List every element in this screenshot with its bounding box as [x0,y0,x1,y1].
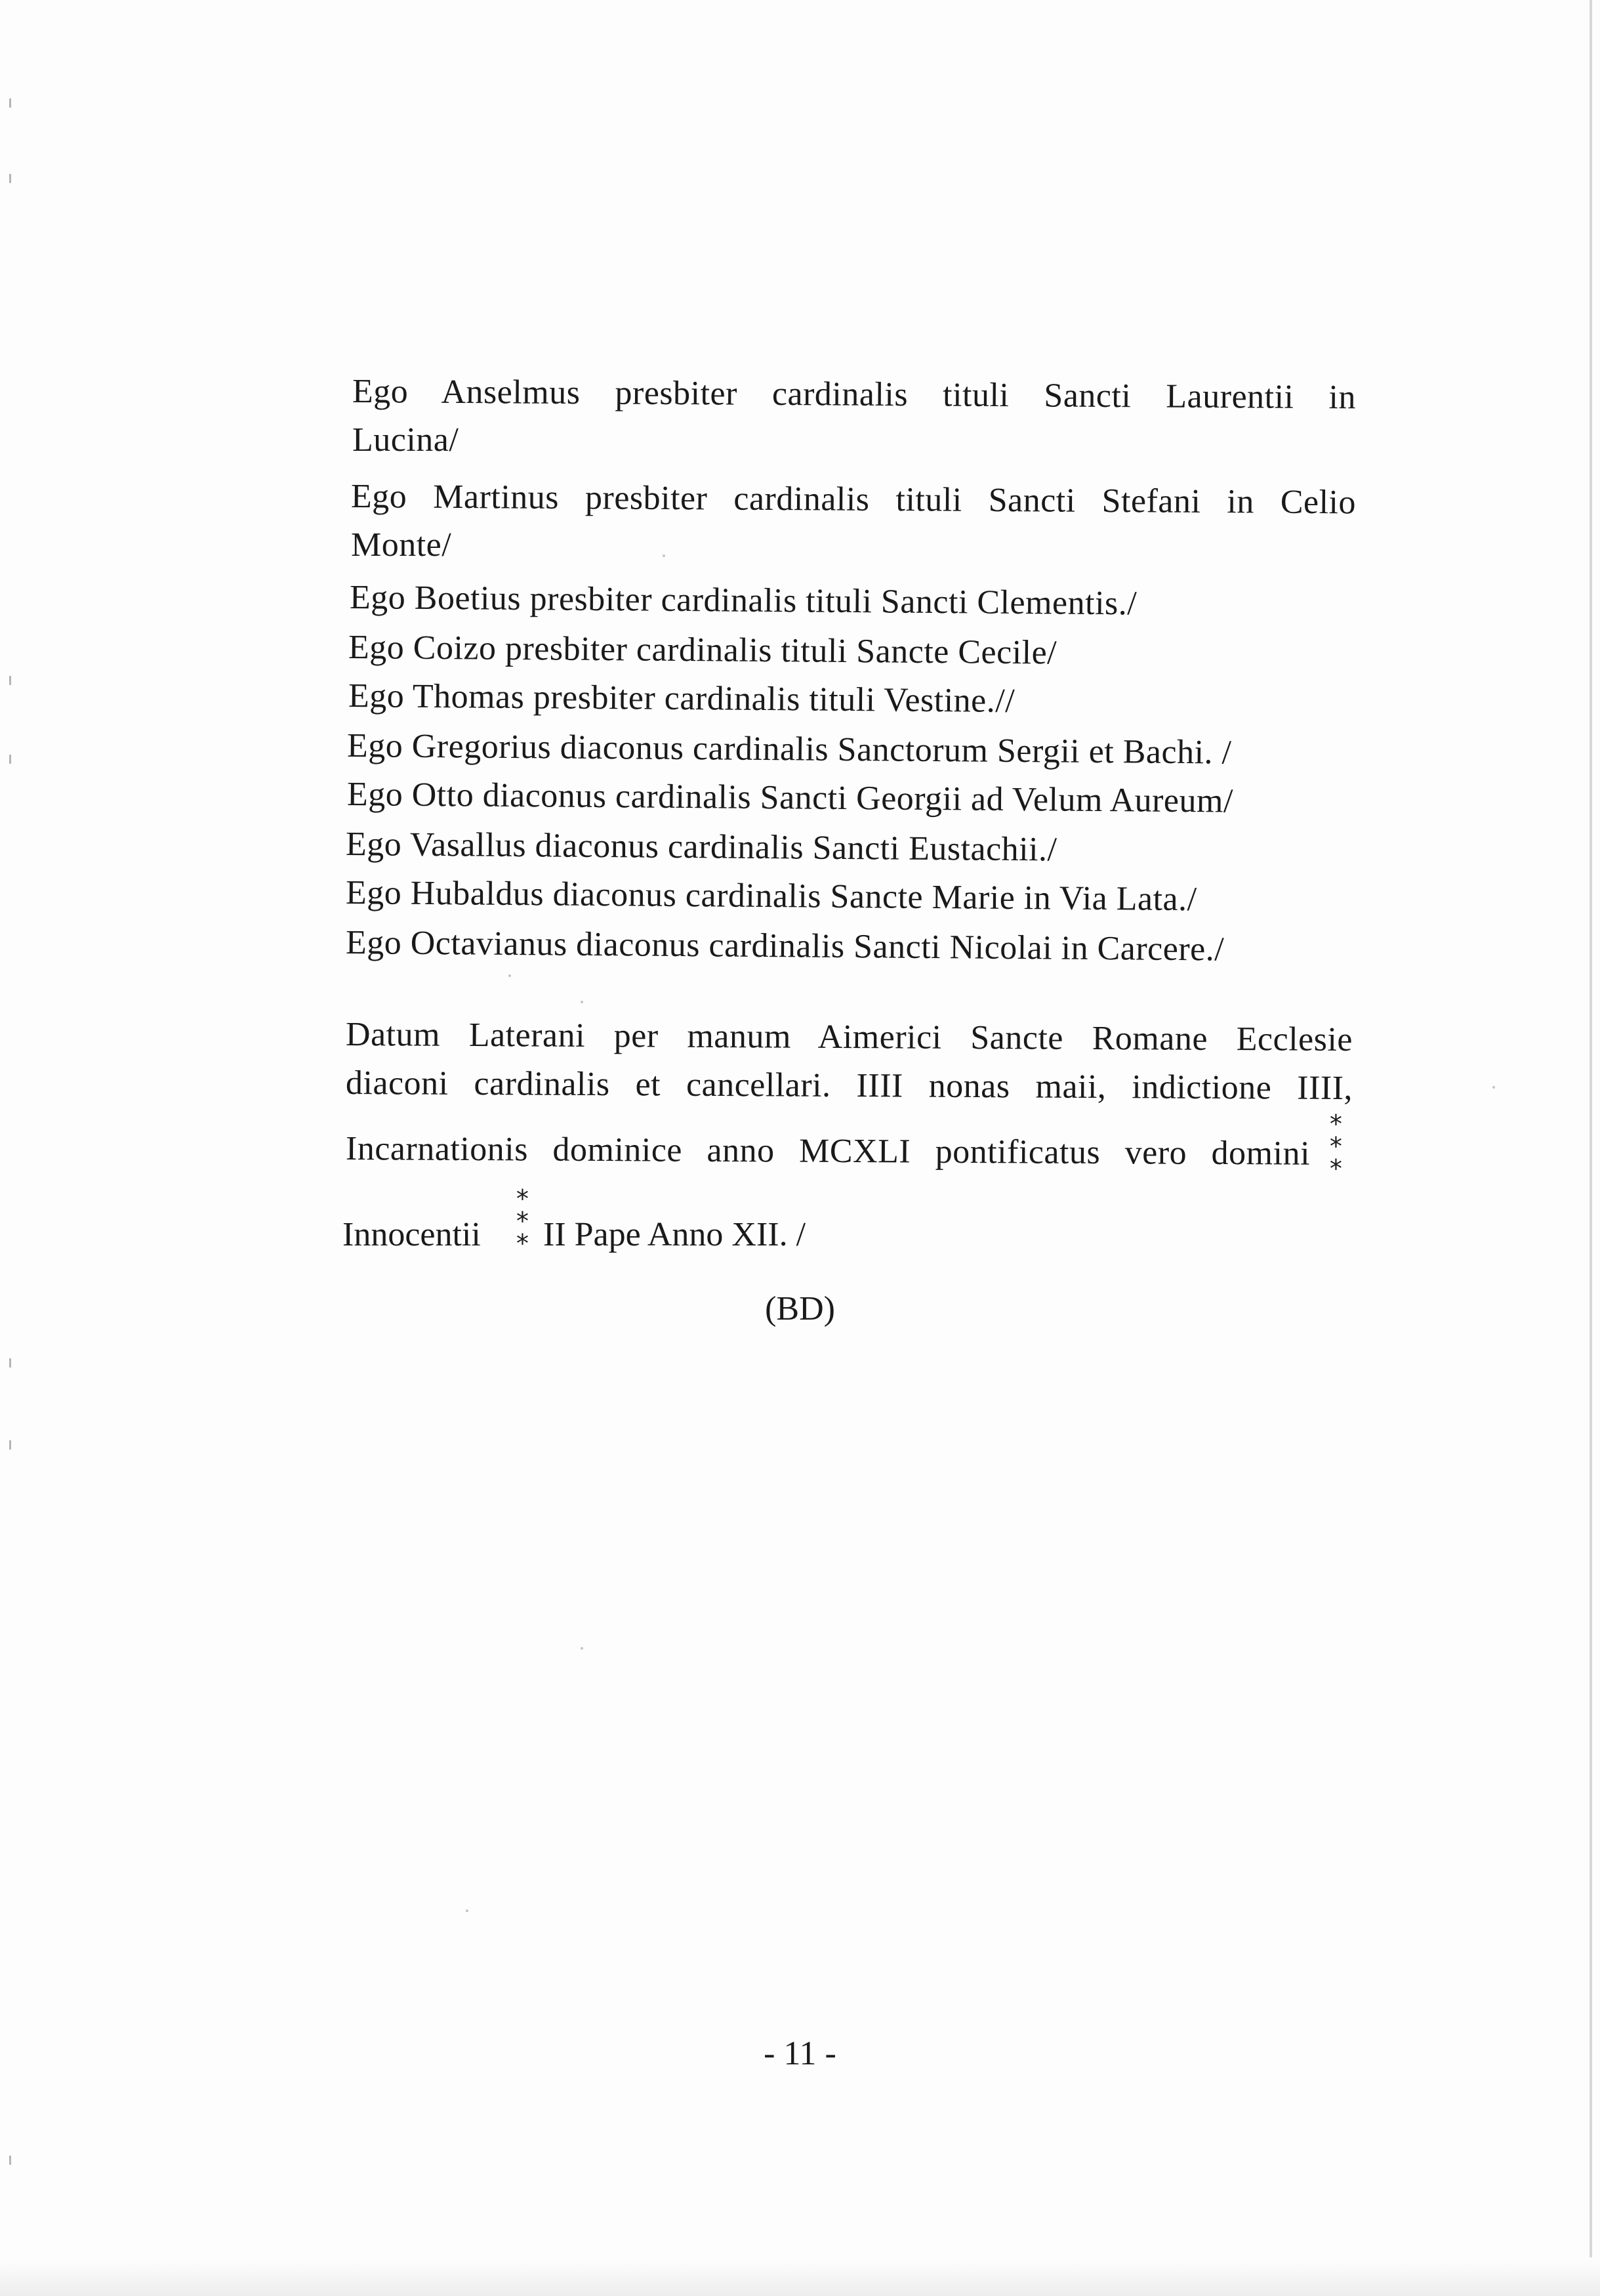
subscription-line: Ego Gregorius diaconus cardinalis Sanctorum Sergii et Bachi. / [346,727,1232,772]
paper-speck [466,1910,468,1912]
edge-mark [9,676,11,685]
datum-line: Datum Laterani per manum Aimerici Sancte Romane Ecclesie [345,1016,1353,1059]
asterisk-mark: * [1328,1110,1344,1138]
edge-mark [9,174,11,183]
subscription-line: Ego Thomas presbiter cardinalis tituli Vestine.// [348,677,1015,720]
datum-line: II Pape Anno XII. / [543,1216,806,1253]
datum-line: Incarnationis dominice anno MCXLI pontificatus vero domini [345,1130,1311,1173]
subscription-line: Ego Otto diaconus cardinalis Sancti Georgii ad Velum Aureum/ [346,776,1234,820]
edge-mark [9,1440,11,1450]
asterisk-mark: * [515,1207,530,1236]
subscription-line: Ego Coizo presbiter cardinalis tituli Sancte Cecile/ [348,629,1057,672]
paper-speck [508,974,511,977]
edge-mark [9,2156,11,2165]
datum-line: Innocentii [342,1216,481,1253]
asterisk-mark: * [1328,1154,1344,1183]
subscription-line: Monte/ [351,526,452,564]
paper-speck [581,1001,583,1003]
paper-speck [663,554,665,557]
edge-mark [9,98,11,108]
page-number: - 11 - [764,2035,836,2072]
signature-initials: (BD) [765,1290,835,1327]
paper-speck [1492,1086,1495,1089]
asterisk-mark: * [515,1184,530,1213]
asterisk-mark: * [515,1229,530,1258]
subscription-line: Ego Anselmus presbiter cardinalis tituli Sancti Laurentii in [352,373,1357,417]
subscription-line: Ego Boetius presbiter cardinalis tituli Sancti Clementis./ [349,579,1138,623]
edge-mark [9,755,11,764]
page-bottom-shadow [0,2259,1600,2296]
datum-line: diaconi cardinalis et cancellari. IIII nonas maii, indictione IIII, [345,1064,1353,1108]
page-right-edge [1590,0,1592,2257]
subscription-line: Ego Vasallus diaconus cardinalis Sancti Eustachii./ [345,825,1057,869]
paper-speck [581,1647,583,1650]
subscription-line: Ego Martinus presbiter cardinalis tituli Sancti Stefani in Celio [350,478,1357,522]
asterisk-mark: * [1328,1132,1344,1161]
subscription-line: Ego Octavianus diaconus cardinalis Sancti Nicolai in Carcere./ [345,924,1225,969]
subscription-line: Lucina/ [352,421,459,459]
subscription-line: Ego Hubaldus diaconus cardinalis Sancte Marie in Via Lata./ [345,874,1197,919]
edge-mark [9,1358,11,1367]
